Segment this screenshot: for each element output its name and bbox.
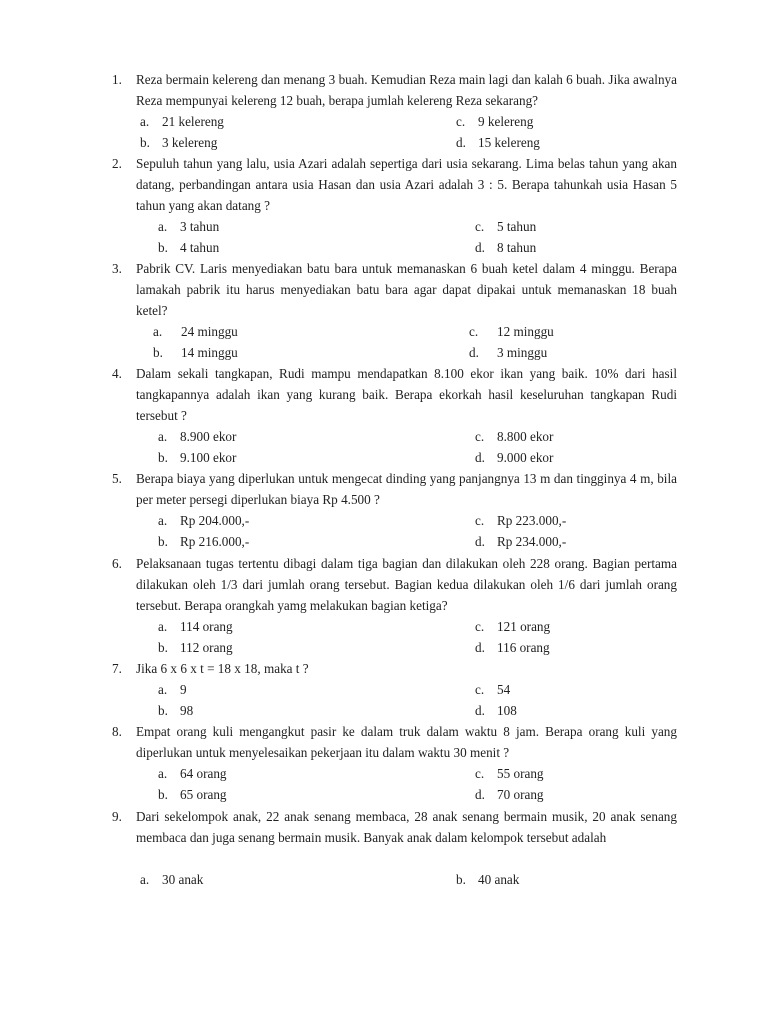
option-letter: a. [158,219,168,234]
option-text: 64 orang [180,766,227,781]
question-number: 7. [112,661,122,676]
question-number: 2. [112,156,122,171]
option-text: 3 minggu [497,345,548,360]
option-b [158,447,236,468]
option-letter: a. [153,324,163,339]
option-a [158,426,236,447]
option-a [158,763,227,784]
option-text: 70 orang [497,787,544,802]
option-c [475,616,550,637]
question-text: Pelaksanaan tugas tertentu dibagi dalam tiga bagian dan dilakukan oleh 228 orang. Bagian pertama dilakukan oleh 1/3 dari jumlah orang tersebut. Bagian kedua dilakukan oleh 1/6 dari jumlah orang tersebut. Berapa orangkah yamg melakukan bagian ketiga? [136,556,677,613]
option-d [475,784,544,805]
option-letter: c. [456,114,466,129]
option-text: 112 orang [180,640,233,655]
option-letter: b. [158,703,168,718]
option-a [158,510,249,531]
option-c [475,763,544,784]
option-letter: d. [475,787,485,802]
question-number: 1. [112,72,122,87]
question-number: 8. [112,724,122,739]
option-a [158,216,219,237]
option-letter: a. [140,114,150,129]
option-a [158,616,233,637]
option-c [475,426,553,447]
option-letter: b. [158,787,168,802]
option-letter: b. [158,240,168,255]
question-number: 3. [112,261,122,276]
option-letter: b. [158,450,168,465]
option-d [475,447,553,468]
option-b [158,784,227,805]
question-number: 9. [112,809,122,824]
option-letter: c. [475,513,485,528]
option-letter: b. [140,135,150,150]
option-letter: d. [475,450,485,465]
option-b [158,531,249,552]
option-letter: c. [475,766,485,781]
question-text: Berapa biaya yang diperlukan untuk mengecat dinding yang panjangnya 13 m dan tingginya 4 m, bila per meter persegi diperlukan biaya Rp 4.500 ? [136,471,677,507]
option-text: 108 [497,703,517,718]
option-text: 8.900 ekor [180,429,237,444]
option-d [469,342,547,363]
option-d [475,637,550,658]
option-d [475,700,517,721]
option-text: Rp 216.000,- [180,534,250,549]
question-text: Jika 6 x 6 x t = 18 x 18, maka t ? [136,661,309,676]
option-text: 8 tahun [497,240,537,255]
option-a [158,679,187,700]
option-b [158,700,193,721]
option-a [140,111,224,132]
option-text: 114 orang [180,619,233,634]
option-a [140,869,203,890]
question-text: Reza bermain kelereng dan menang 3 buah. Kemudian Reza main lagi dan kalah 6 buah. Jika awalnya Reza mempunyai kelereng 12 buah, berapa jumlah kelereng Reza sekarang? [136,72,677,108]
option-text: Rp 223.000,- [497,513,567,528]
question-number: 5. [112,471,122,486]
option-letter: a. [158,682,168,697]
option-text: 9.000 ekor [497,450,554,465]
option-b [140,132,217,153]
option-text: 14 minggu [181,345,238,360]
option-letter: d. [475,534,485,549]
option-text: 9 [180,682,187,697]
option-letter: d. [469,345,479,360]
option-text: 3 tahun [180,219,220,234]
option-text: 3 kelereng [162,135,218,150]
option-text: 12 minggu [497,324,554,339]
option-d [456,132,540,153]
option-c [475,679,510,700]
option-d [475,531,566,552]
option-letter: d. [456,135,466,150]
option-text: 21 kelereng [162,114,224,129]
option-text: Rp 204.000,- [180,513,250,528]
option-text: Rp 234.000,- [497,534,567,549]
option-text: 121 orang [497,619,551,634]
option-letter: b. [158,640,168,655]
option-letter: d. [475,703,485,718]
option-text: 24 minggu [181,324,238,339]
option-b [158,237,219,258]
option-b [158,637,233,658]
option-b [456,869,519,890]
question-text: Pabrik CV. Laris menyediakan batu bara untuk memanaskan 6 buah ketel dalam 4 minggu. Berapa lamakah pabrik itu harus menyediakan batu bara agar dapat dipakai untuk memanaskan 18 buah ketel? [136,261,677,318]
option-text: 40 anak [478,872,520,887]
option-text: 54 [497,682,511,697]
option-letter: a. [158,429,168,444]
option-text: 15 kelereng [478,135,540,150]
question-text: Dalam sekali tangkapan, Rudi mampu mendapatkan 8.100 ekor ikan yang baik. 10% dari hasil tangkapannya adalah ikan yang kurang baik. Berapa ekorkah hasil keseluruhan tangkapan Rudi tersebut ? [136,366,677,423]
option-text: 30 anak [162,872,204,887]
option-letter: a. [158,766,168,781]
option-b [153,342,238,363]
option-letter: c. [475,619,485,634]
question-text: Sepuluh tahun yang lalu, usia Azari adalah sepertiga dari usia sekarang. Lima belas tahun yang akan datang, perbandingan antara usia Hasan dan usia Azari adalah 3 : 5. Berapa tahunkah usia Hasan 5 tahun yang akan datang ? [136,156,677,213]
question-text: Empat orang kuli mengangkut pasir ke dalam truk dalam waktu 8 jam. Berapa orang kuli yang diperlukan untuk menyelesaikan pekerjaan itu dalam waktu 30 menit ? [136,724,677,760]
option-letter: a. [158,513,168,528]
option-letter: c. [475,219,485,234]
option-text: 4 tahun [180,240,220,255]
option-letter: b. [456,872,466,887]
option-c [456,111,533,132]
option-text: 5 tahun [497,219,537,234]
option-text: 116 orang [497,640,550,655]
option-letter: c. [469,324,479,339]
option-text: 98 [180,703,194,718]
option-a [153,321,238,342]
option-letter: c. [475,429,485,444]
question-number: 6. [112,556,122,571]
option-c [469,321,554,342]
option-letter: d. [475,240,485,255]
option-letter: b. [158,534,168,549]
option-letter: b. [153,345,163,360]
option-d [475,237,536,258]
option-text: 9 kelereng [478,114,534,129]
question-text: Dari sekelompok anak, 22 anak senang membaca, 28 anak senang bermain musik, 20 anak senang membaca dan juga senang bermain musik. Banyak anak dalam kelompok tersebut adalah [136,809,677,845]
option-c [475,216,536,237]
question-number: 4. [112,366,122,381]
option-letter: a. [140,872,150,887]
option-text: 8.800 ekor [497,429,554,444]
option-letter: c. [475,682,485,697]
option-letter: d. [475,640,485,655]
option-text: 65 orang [180,787,227,802]
option-letter: a. [158,619,168,634]
option-text: 9.100 ekor [180,450,237,465]
option-text: 55 orang [497,766,544,781]
option-c [475,510,566,531]
